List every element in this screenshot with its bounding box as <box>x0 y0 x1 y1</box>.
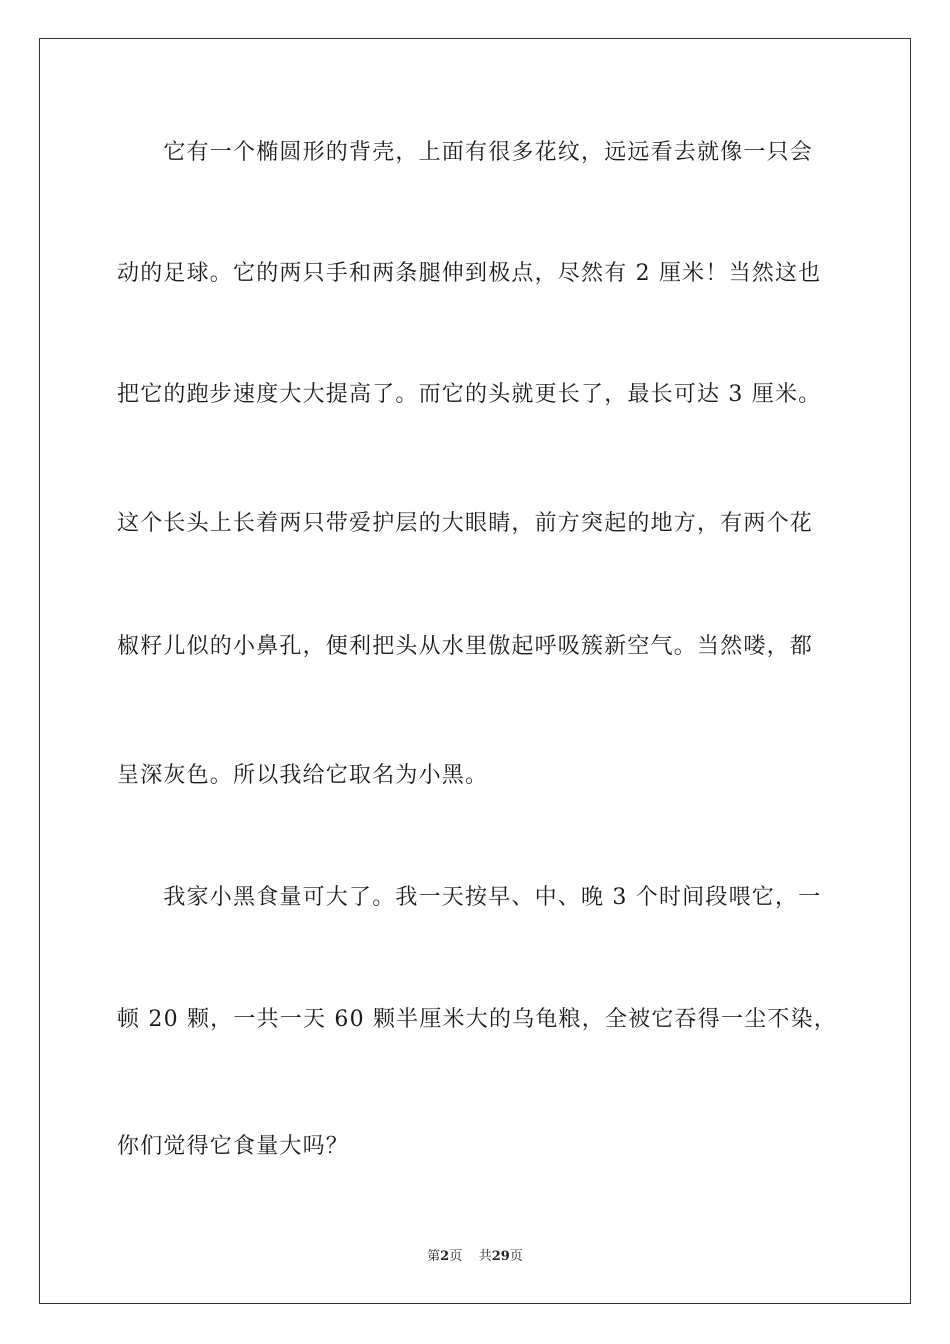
current-page-number: 2 <box>440 1249 450 1264</box>
footer-prefix: 第 <box>427 1249 441 1264</box>
page-footer <box>0 1248 950 1266</box>
text-line: 你们觉得它食量大吗？ <box>117 1134 350 1159</box>
text-line: 呈深灰色。所以我给它取名为小黑。 <box>117 763 489 788</box>
page-frame <box>39 38 911 1304</box>
text-line: 顿 20 颗，一共一天 60 颗半厘米大的乌龟粮，全被它吞得一尘不染， <box>117 1007 837 1032</box>
footer-total-prefix: 共 <box>478 1249 492 1264</box>
footer-total-suffix: 页 <box>509 1249 523 1264</box>
total-page-count: 29 <box>491 1249 510 1264</box>
text-line: 这个长头上长着两只带爱护层的大眼睛，前方突起的地方，有两个花 <box>117 511 814 536</box>
text-line: 把它的跑步速度大大提高了。而它的头就更长了，最长可达 3 厘米。 <box>117 382 822 407</box>
text-line: 椒籽儿似的小鼻孔，便利把头从水里傲起呼吸簇新空气。当然喽，都 <box>117 634 814 659</box>
footer-page-suffix: 页 <box>449 1249 463 1264</box>
text-line: 它有一个椭圆形的背壳，上面有很多花纹，远远看去就像一只会 <box>117 140 814 165</box>
text-line: 我家小黑食量可大了。我一天按早、中、晚 3 个时间段喂它，一 <box>117 885 822 910</box>
text-line: 动的足球。它的两只手和两条腿伸到极点，尽然有 2 厘米！当然这也 <box>117 261 822 286</box>
